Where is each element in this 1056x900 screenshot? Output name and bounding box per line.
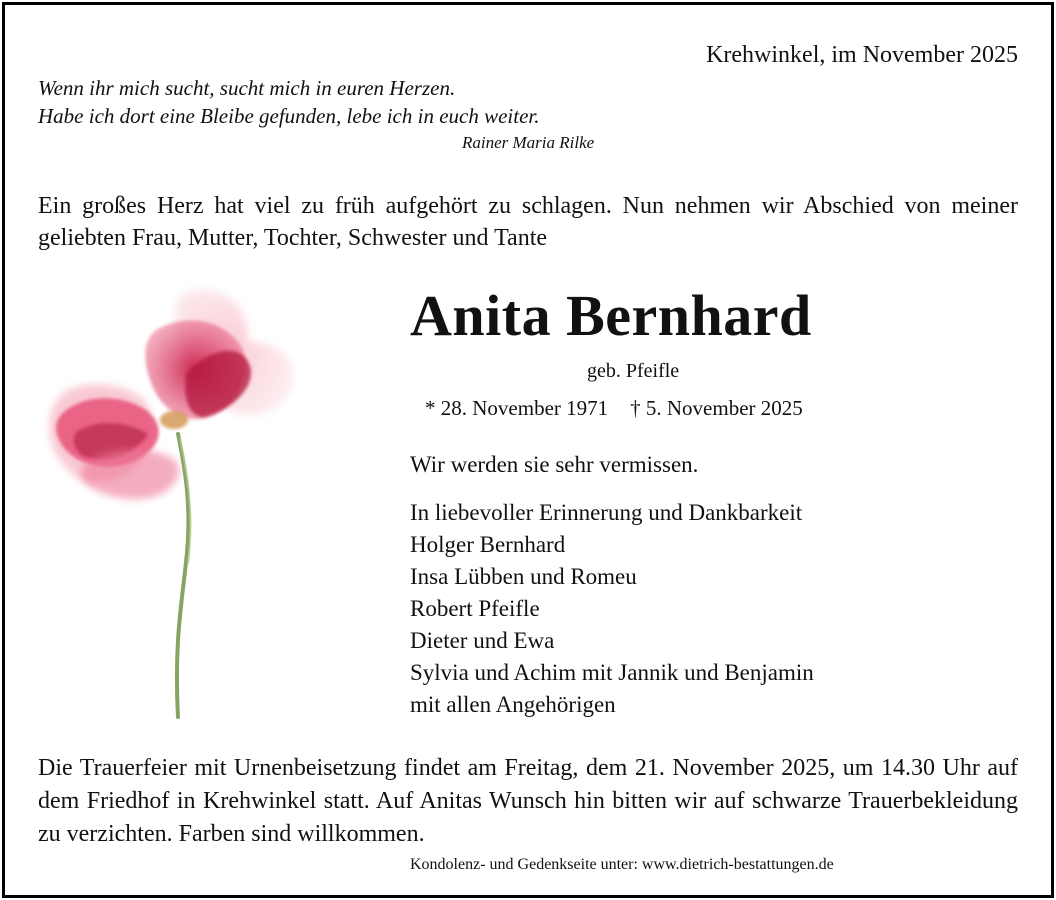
quote-author: Rainer Maria Rilke xyxy=(462,133,595,152)
maiden-name: geb. Pfeifle xyxy=(587,360,680,382)
quote-line: Wenn ihr mich sucht, sucht mich in euren Herzen. xyxy=(38,76,456,100)
deceased-name: Anita Bernhard xyxy=(410,283,812,348)
poppy-flower-icon xyxy=(36,282,296,724)
mourner-line: Dieter und Ewa xyxy=(410,628,555,653)
mourner-line: Holger Bernhard xyxy=(410,532,566,557)
miss-text: Wir werden sie sehr vermissen. xyxy=(410,452,699,477)
condolence-link[interactable]: Kondolenz- und Gedenkseite unter: www.dietrich-bestattungen.de xyxy=(410,856,834,873)
birth-date: * 28. November 1971 xyxy=(425,396,609,420)
mourner-line: In liebevoller Erinnerung und Dankbarkeit xyxy=(410,500,803,525)
funeral-details: Die Trauerfeier mit Urnenbeisetzung findet am Freitag, dem 21. November 2025, um 14.30 Uhr auf dem Friedhof in Krehwinkel statt. Auf Anitas Wunsch hin bitten wir auf schwarze Trauerbekleidung zu verzichten. Farben sind willkommen. xyxy=(38,755,1018,847)
death-date: † 5. November 2025 xyxy=(630,396,803,420)
mourner-line: Sylvia und Achim mit Jannik und Benjamin xyxy=(410,660,814,685)
intro-text: Ein großes Herz hat viel zu früh aufgehört zu schlagen. Nun nehmen wir Abschied von meiner geliebten Frau, Mutter, Tochter, Schwester und Tante xyxy=(38,193,1018,251)
mourner-line: mit allen Angehörigen xyxy=(410,692,616,717)
life-dates xyxy=(425,396,803,421)
quote xyxy=(38,74,540,130)
mourner-line: Robert Pfeifle xyxy=(410,596,540,621)
mourner-line: Insa Lübben und Romeu xyxy=(410,564,637,589)
place-date: Krehwinkel, im November 2025 xyxy=(706,42,1018,68)
mourners-list xyxy=(410,497,814,721)
flower-center-shape xyxy=(160,411,188,429)
quote-line: Habe ich dort eine Bleibe gefunden, lebe ich in euch weiter. xyxy=(38,104,540,128)
